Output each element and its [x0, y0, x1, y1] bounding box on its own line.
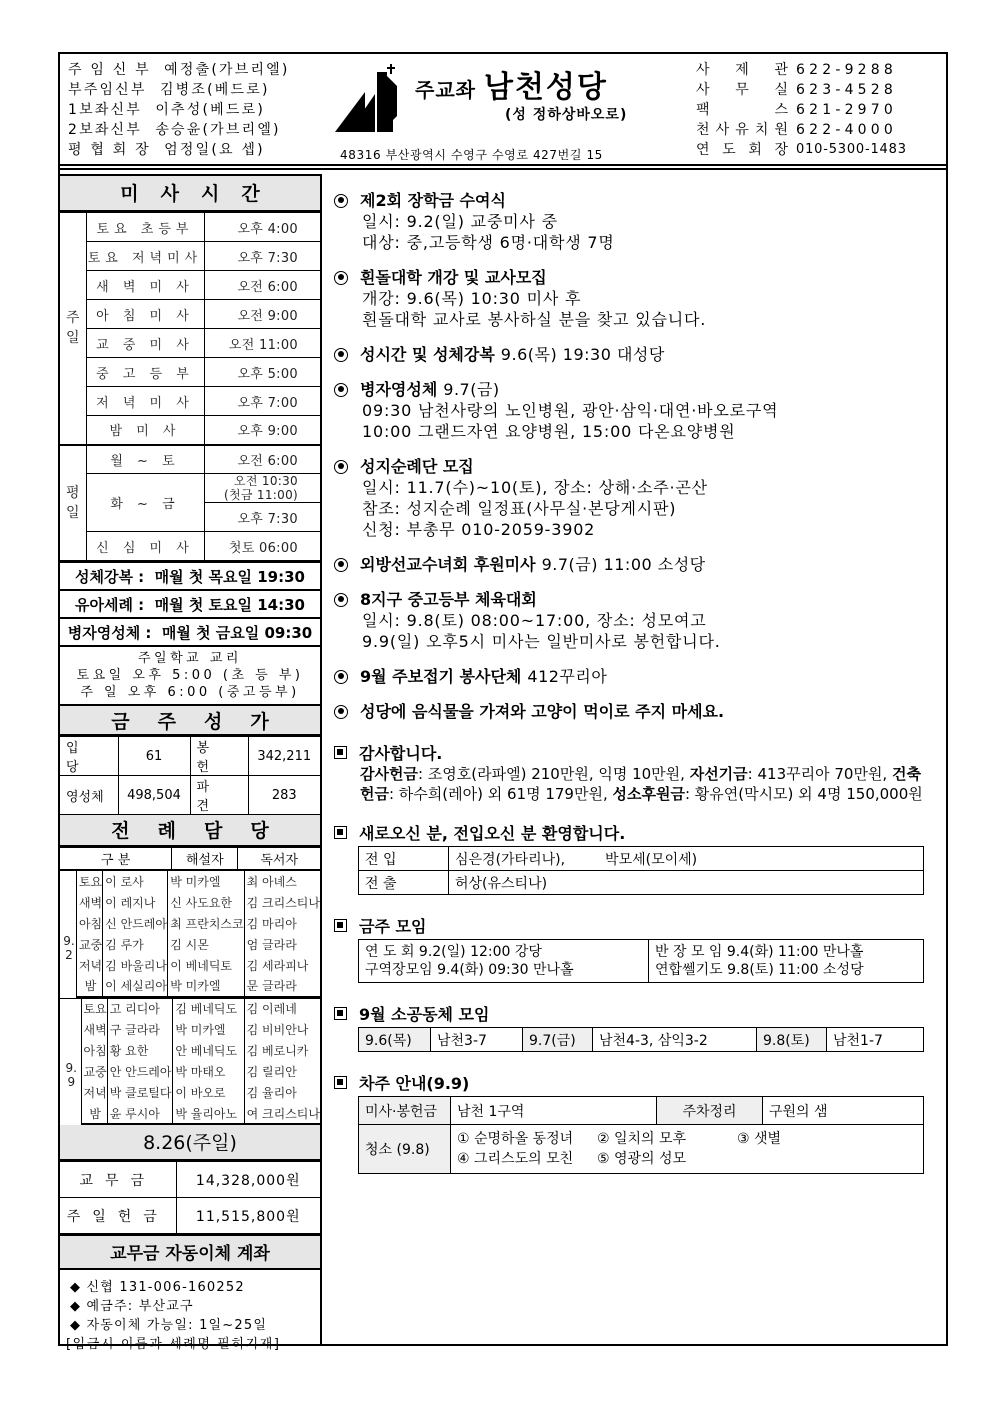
meetings-table: [358, 939, 924, 983]
table-row: 9.6(목) 남천3-7 9.7(금) 남천4-3, 삼익3-2 9.8(토) 남천1-7: [359, 1028, 924, 1052]
table-row: 9. 9 토요 고 리디아 김 베네딕도 김 이레네: [60, 998, 320, 1019]
table-row: 연 도 회 9.2(일) 12:00 강당 구역장모임 9.4(화) 09:30 만나홀 반 장 모 임 9.4(화) 11:00 만나홀 연합쎌기도 9.8(토) 11:00 소성당: [359, 940, 924, 983]
table-row: 미사·봉헌금 남천 1구역 주차정리 구원의 샘: [359, 1097, 924, 1125]
contact-row: 천 사 유 치 원 622-4000: [696, 122, 898, 138]
account-line: ◆ 자동이체 가능일: 1일~25일: [70, 1318, 268, 1333]
radio-bullet-icon: [334, 705, 348, 719]
clergy-row: 2보좌신부 송승윤(가브리엘): [68, 122, 281, 138]
table-row: 중 고 등 부 오후 5:00: [60, 358, 320, 387]
right-column: [334, 190, 934, 1192]
table-row: 주 일 토요 초등부 오후 4:00: [60, 213, 320, 242]
notice-sports-day: 8지구 중고등부 체육대회 일시: 9.8(토) 08:00~17:00, 장소: 성모여고 9.9(일) 오후5시 미사는 일반미사로 봉헌합니다.: [334, 589, 934, 652]
table-row: 저 녁 미 사 오후 7:00: [60, 387, 320, 416]
hymns-title: 금주성가: [60, 704, 320, 736]
notice-bulletin-folding: 9월 주보접기 봉사단체 412꾸리아: [334, 666, 934, 687]
meetings-section: 금주 모임 연 도 회 9.2(일) 12:00 강당 구역장모임 9.4(화) 09:30 만나홀 반 장 모 임 9.4(화) 11:00 만나홀 연합쎌기도 9.8(토) 11:00 소성당: [334, 913, 934, 983]
table-row: 교 중 미 사 오전 11:00: [60, 329, 320, 358]
next-week-table: [358, 1096, 924, 1174]
thanks-section: 감사합니다. 감사헌금: 조영호(라파엘) 210만원, 익명 10만원, 자선기금: 413꾸리아 70만원, 건축헌금: 하수희(레아) 외 61명 179만원, 성소후원금: 황유연(막시모) 외 4명 150,000원: [334, 740, 934, 804]
table-row: 입 당 61 봉 헌 342,211: [60, 737, 320, 776]
table-row: 평 일 월 ~ 토 오전 6:00: [60, 445, 320, 474]
table-row: 주일헌금 11,515,800원: [60, 1198, 320, 1234]
square-bullet-icon: [334, 919, 347, 932]
next-week-section: 차주 안내(9.9) 미사·봉헌금 남천 1구역 주차정리 구원의 샘 청소 (9.8) ① 순명하올 동정녀 ② 일치의 모후 ③ 샛별 ④ 그리스도의 모친 ⑤ 영광의 성모: [334, 1070, 934, 1174]
radio-bullet-icon: [334, 460, 348, 474]
offering-title: 8.26(주일): [60, 1125, 320, 1161]
monthly-baptism: 유아세례 : 매월 첫 토요일 14:30: [60, 589, 320, 617]
liturgy-block-9-9: [60, 998, 320, 1126]
church-address: 48316 부산광역시 수영구 수영로 427번길 15: [340, 148, 603, 162]
radio-bullet-icon: [334, 670, 348, 684]
church-patron: (성 정하상바오로): [505, 107, 628, 123]
account-title: 교무금 자동이체 계좌: [60, 1234, 320, 1270]
square-bullet-icon: [334, 826, 347, 839]
table-row: 밤 이 세실리아 박 미카엘 문 글라라: [60, 976, 320, 997]
table-row: 저녁 박 클로틸다 이 바오로 김 율리아: [60, 1082, 320, 1103]
square-bullet-icon: [334, 1007, 347, 1020]
contact-row: 연 도 회 장 010-5300-1483: [696, 142, 907, 158]
hymns-table: [60, 736, 320, 815]
notice-sick-communion: 병자영성체 9.7(금) 09:30 남천사랑의 노인병원, 광안·삼익·대연·바오로구역 10:00 그랜드자연 요양병원, 15:00 다온요양병원: [334, 379, 934, 442]
church-logo-icon: [335, 62, 405, 134]
table-row: 아침 황 요한 안 베네딕도 김 베로니카: [60, 1040, 320, 1061]
liturgy-title: 전례담당: [60, 815, 320, 847]
square-bullet-icon: [334, 746, 347, 759]
table-row: 화 ~ 금 오전 10:30 (첫금 11:00): [60, 474, 320, 503]
left-column: [60, 174, 322, 1352]
mass-times-table: [60, 212, 320, 561]
radio-bullet-icon: [334, 194, 348, 208]
contact-row: 팩 스 621-2970: [696, 102, 898, 118]
table-row: 오후 7:30: [60, 503, 320, 532]
account-info: [60, 1270, 320, 1354]
small-community-section: 9월 소공동체 모임 9.6(목) 남천3-7 9.7(금) 남천4-3, 삼익3-2 9.8(토) 남천1-7: [334, 1001, 934, 1052]
small-community-table: [358, 1027, 924, 1052]
clergy-row: 부주임신부 김병조(베드로): [68, 82, 270, 98]
notice-mission-mass: 외방선교수녀회 후원미사 9.7(금) 11:00 소성당: [334, 554, 934, 575]
table-row: 교무금 14,328,000원: [60, 1162, 320, 1198]
table-row: 전 입 심은경(가타리나), 박모세(모이세): [359, 847, 924, 871]
radio-bullet-icon: [334, 593, 348, 607]
offering-table: [60, 1161, 320, 1234]
table-row: 청소 (9.8) ① 순명하올 동정녀 ② 일치의 모후 ③ 샛별 ④ 그리스도의 모친 ⑤ 영광의 성모: [359, 1125, 924, 1174]
church-name: 주교좌 남천성당: [415, 70, 608, 105]
monthly-adoration: 성체강복 : 매월 첫 목요일 19:30: [60, 561, 320, 589]
monthly-sick-communion: 병자영성체 : 매월 첫 금요일 09:30: [60, 617, 320, 645]
notice-holy-hour: 성시간 및 성체강복 9.6(목) 19:30 대성당: [334, 344, 934, 365]
account-line: ◆ 예금주: 부산교구: [70, 1299, 194, 1314]
table-header-row: 구 분 해설자 독서자: [60, 848, 320, 870]
table-row: 새벽 이 레지나 신 사도요한 김 크리스티나: [60, 892, 320, 913]
welcome-table: [358, 846, 924, 895]
table-row: 아 침 미 사 오전 9:00: [60, 300, 320, 329]
table-row: 교중 김 루가 김 시몬 엄 글라라: [60, 934, 320, 955]
table-row: 저녁 김 바울리나 이 베네딕토 김 세라피나: [60, 955, 320, 976]
header-divider: [58, 168, 948, 170]
clergy-row: 주 임 신 부 예정출(가브리엘): [68, 62, 290, 78]
table-row: 9. 2 토요 이 로사 박 미카엘 최 아녜스: [60, 871, 320, 892]
notice-pilgrimage: 성지순례단 모집 일시: 11.7(수)~10(토), 장소: 상해·소주·곤산 참조: 성지순례 일정표(사무실·본당게시판) 신청: 부총무 010-2059-3902: [334, 456, 934, 540]
account-line: ◆ 신협 131-006-160252: [70, 1280, 245, 1295]
notice-college: 흰돌대학 개강 및 교사모집 개강: 9.6(목) 10:30 미사 후 흰돌대학 교사로 봉사하실 분을 찾고 있습니다.: [334, 267, 934, 330]
table-row: 토요 저녁미사 오후 7:30: [60, 242, 320, 271]
clergy-list: [68, 60, 290, 160]
contact-row: 사 무 실 623-4528: [696, 82, 898, 98]
clergy-row: 1보좌신부 이추성(베드로): [68, 102, 265, 118]
sunday-school: 주일학교 교리 토요일 오후 5:00 (초 등 부) 주 일 오후 6:00 (중고등부): [60, 645, 320, 704]
table-row: 영성체 498,504 파 견 283: [60, 776, 320, 815]
notice-scholarship: 제2회 장학금 수여식 일시: 9.2(일) 교중미사 중 대상: 중,고등학생 6명·대학생 7명: [334, 190, 934, 253]
bulletin-header: [58, 52, 948, 164]
table-row: 전 출 허상(유스티나): [359, 871, 924, 895]
thanks-text: 감사헌금: 조영호(라파엘) 210만원, 익명 10만원, 자선기금: 413꾸리아 70만원, 건축헌금: 하수희(레아) 외 61명 179만원, 성소후원금: 황유연(막시모) 외 4명 150,000원: [360, 765, 923, 803]
clergy-row: 평 협 회 장 엄정일(요 셉): [68, 142, 265, 158]
welcome-section: 새로오신 분, 전입오신 분 환영합니다. 전 입 심은경(가타리나), 박모세(모이세) 전 출 허상(유스티나): [334, 820, 934, 895]
table-row: 새벽 구 글라라 박 미카엘 김 비비안나: [60, 1019, 320, 1040]
contact-list: [696, 60, 907, 160]
table-row: 새 벽 미 사 오전 6:00: [60, 271, 320, 300]
radio-bullet-icon: [334, 383, 348, 397]
table-row: 밤 미 사 오후 9:00: [60, 416, 320, 445]
table-row: 밤 윤 루시아 박 율리아노 여 크리스티나: [60, 1103, 320, 1124]
mass-times-title: 미사시간: [60, 176, 320, 212]
sunday-label: 주 일: [60, 213, 86, 445]
square-bullet-icon: [334, 1076, 347, 1089]
radio-bullet-icon: [334, 348, 348, 362]
liturgy-table: [60, 847, 320, 870]
table-row: 신 심 미 사 첫토 06:00: [60, 532, 320, 561]
contact-row: 사 제 관 622-9288: [696, 62, 898, 78]
liturgy-block-9-2: [60, 870, 320, 998]
table-row: 아침 신 안드레아 최 프란치스코 김 마리아: [60, 913, 320, 934]
account-note: [입금시 이름과 세례명 필히기재]: [66, 1337, 281, 1352]
notice-cat-feeding: 성당에 음식물을 가져와 고양이 먹이로 주지 마세요.: [334, 701, 934, 722]
radio-bullet-icon: [334, 271, 348, 285]
table-row: 교중 안 안드레아 박 마태오 김 릴리안: [60, 1061, 320, 1082]
radio-bullet-icon: [334, 558, 348, 572]
weekday-label: 평 일: [60, 445, 86, 561]
